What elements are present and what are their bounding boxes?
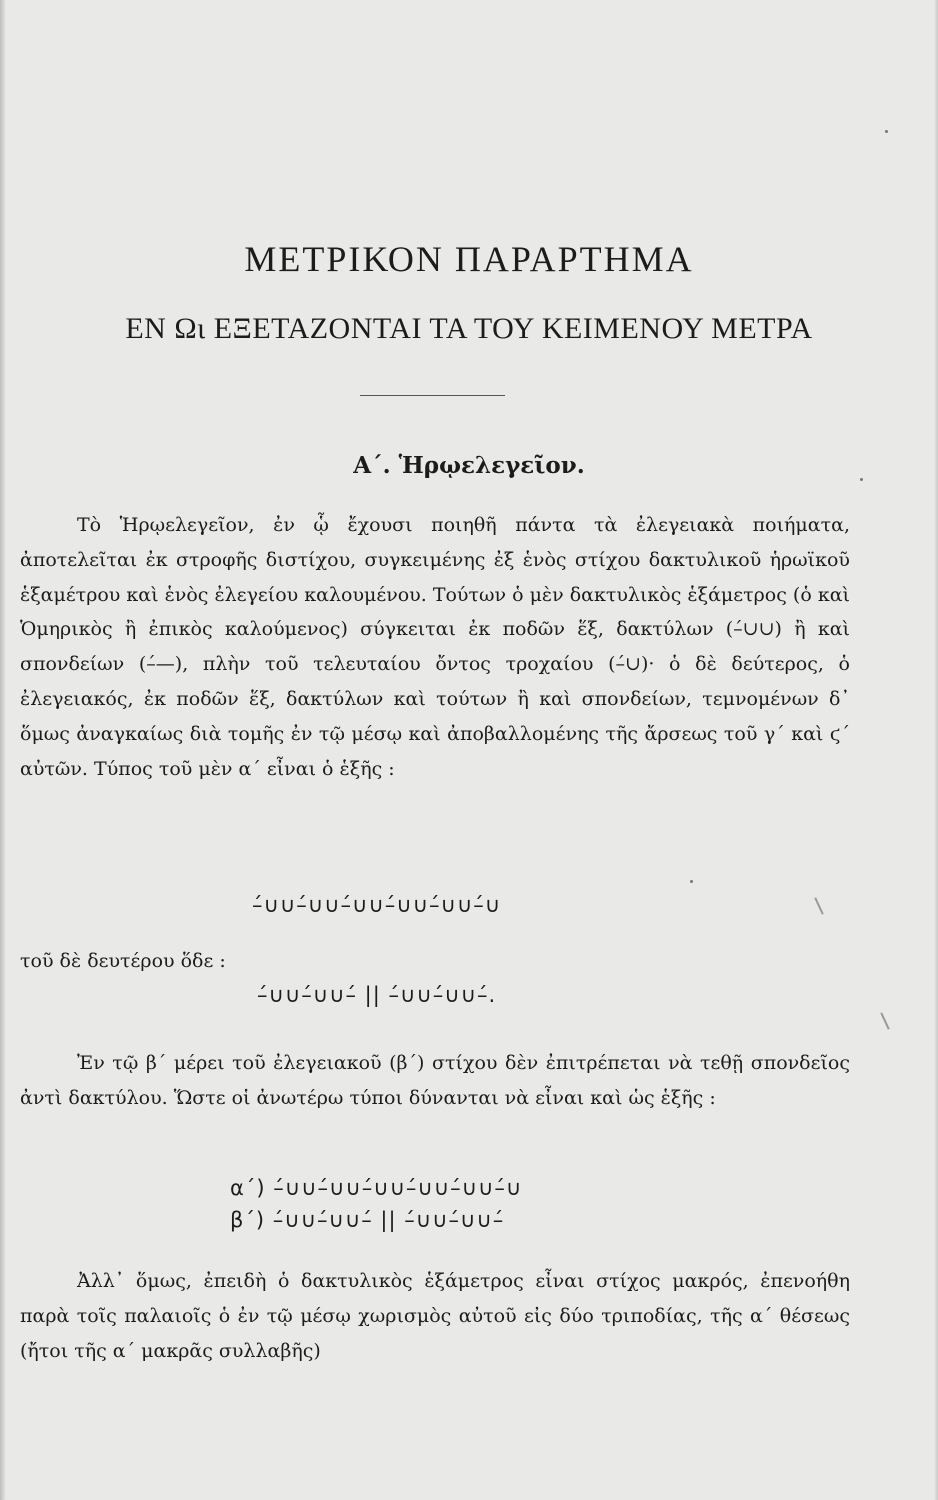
paragraph-tripody — [20, 1264, 850, 1368]
print-speck — [885, 130, 888, 133]
print-mark — [880, 1012, 889, 1029]
paragraph-text: Τὸ Ἡρῳελεγεῖον, ἐν ᾧ ἔχουσι ποιηθῆ πάντα τὰ ἐλεγειακὰ ποιήματα, ἀποτελεῖται ἐκ στροφῆς διστίχου, συγκειμένης ἐξ ἑνὸς στίχου δακτυλικοῦ ἡρωϊκοῦ ἑξαμέτρου καὶ ἑνὸς ἐλεγείου καλουμένου. Τούτων ὁ μὲν δακτυλικὸς ἑξάμετρος (ὁ καὶ Ὁμηρικὸς ἢ ἐπικὸς καλούμενος) σύγκειται ἐκ ποδῶν ἕξ, δακτύλων (–́∪∪) ἢ καὶ σπονδείων (–́—), πλὴν τοῦ τελευταίου ὄντος τροχαίου (–́∪)· ὁ δὲ δεύτερος, ὁ ἐλεγειακός, ἐκ ποδῶν ἕξ, δακτύλων καὶ τούτων ἢ καὶ σπονδείων, τεμνομένων δ᾽ ὅμως ἀναγκαίως διὰ τομῆς ἐν τῷ μέσῳ καὶ ἀποβαλλομένης τῆς ἄρσεως τοῦ γ΄ καὶ ϛ΄ αὐτῶν. Τύπος τοῦ μὲν α΄ εἶναι ὁ ἑξῆς : — [20, 514, 850, 780]
page-edge-right — [934, 0, 938, 1500]
pentameter-intro: τοῦ δὲ δευτέρου ὅδε : — [20, 950, 226, 972]
paragraph-text: Ἀλλ᾽ ὅμως, ἐπειδὴ ὁ δακτυλικὸς ἑξάμετρος εἶναι στίχος μακρός, ἐπενοήθη παρὰ τοῖς παλαιοῖς ὁ ἐν τῷ μέσῳ χωρισμὸς αὐτοῦ εἰς δύο τριποδίας, τῆς α΄ θέσεως (ἤτοι τῆς α΄ μακρᾶς συλλαβῆς) — [20, 1270, 850, 1362]
section-heading: Α΄. Ἡρῳελεγεῖον. — [353, 452, 585, 479]
page-title: ΜΕΤΡΙΚΟΝ ΠΑΡΑΡΤΗΜΑ — [244, 239, 694, 279]
paragraph-elegiac-couplet — [20, 508, 850, 786]
variant-a-scheme: α΄) –́∪∪–́∪∪–́∪∪–́∪∪–́∪∪–́∪ — [230, 1176, 523, 1200]
print-mark — [814, 897, 823, 914]
title-divider — [360, 395, 505, 396]
paragraph-second-half-rule — [20, 1046, 850, 1116]
page-edge-left — [0, 0, 6, 1500]
hexameter-scheme: –́∪∪–́∪∪–́∪∪–́∪∪–́∪∪–́∪ — [252, 893, 502, 917]
pentameter-scheme: –́∪∪–́∪∪–́ || –́∪∪–́∪∪–́. — [257, 983, 497, 1007]
print-speck — [860, 478, 863, 481]
variant-b-scheme: β΄) –́∪∪–́∪∪–́ || –́∪∪–́∪∪–́ — [230, 1208, 505, 1232]
page-subtitle: ΕΝ Ωι ΕΞΕΤΑΖΟΝΤΑΙ ΤΑ ΤΟΥ ΚΕΙΜΕΝΟΥ ΜΕΤΡΑ — [125, 312, 813, 345]
paragraph-text: Ἐν τῷ β΄ μέρει τοῦ ἐλεγειακοῦ (β΄) στίχου δὲν ἐπιτρέπεται νὰ τεθῇ σπονδεῖος ἀντὶ δακτύλου. Ὥστε οἱ ἀνωτέρω τύποι δύνανται νὰ εἶναι καὶ ὡς ἑξῆς : — [20, 1052, 850, 1109]
print-speck — [690, 880, 693, 883]
